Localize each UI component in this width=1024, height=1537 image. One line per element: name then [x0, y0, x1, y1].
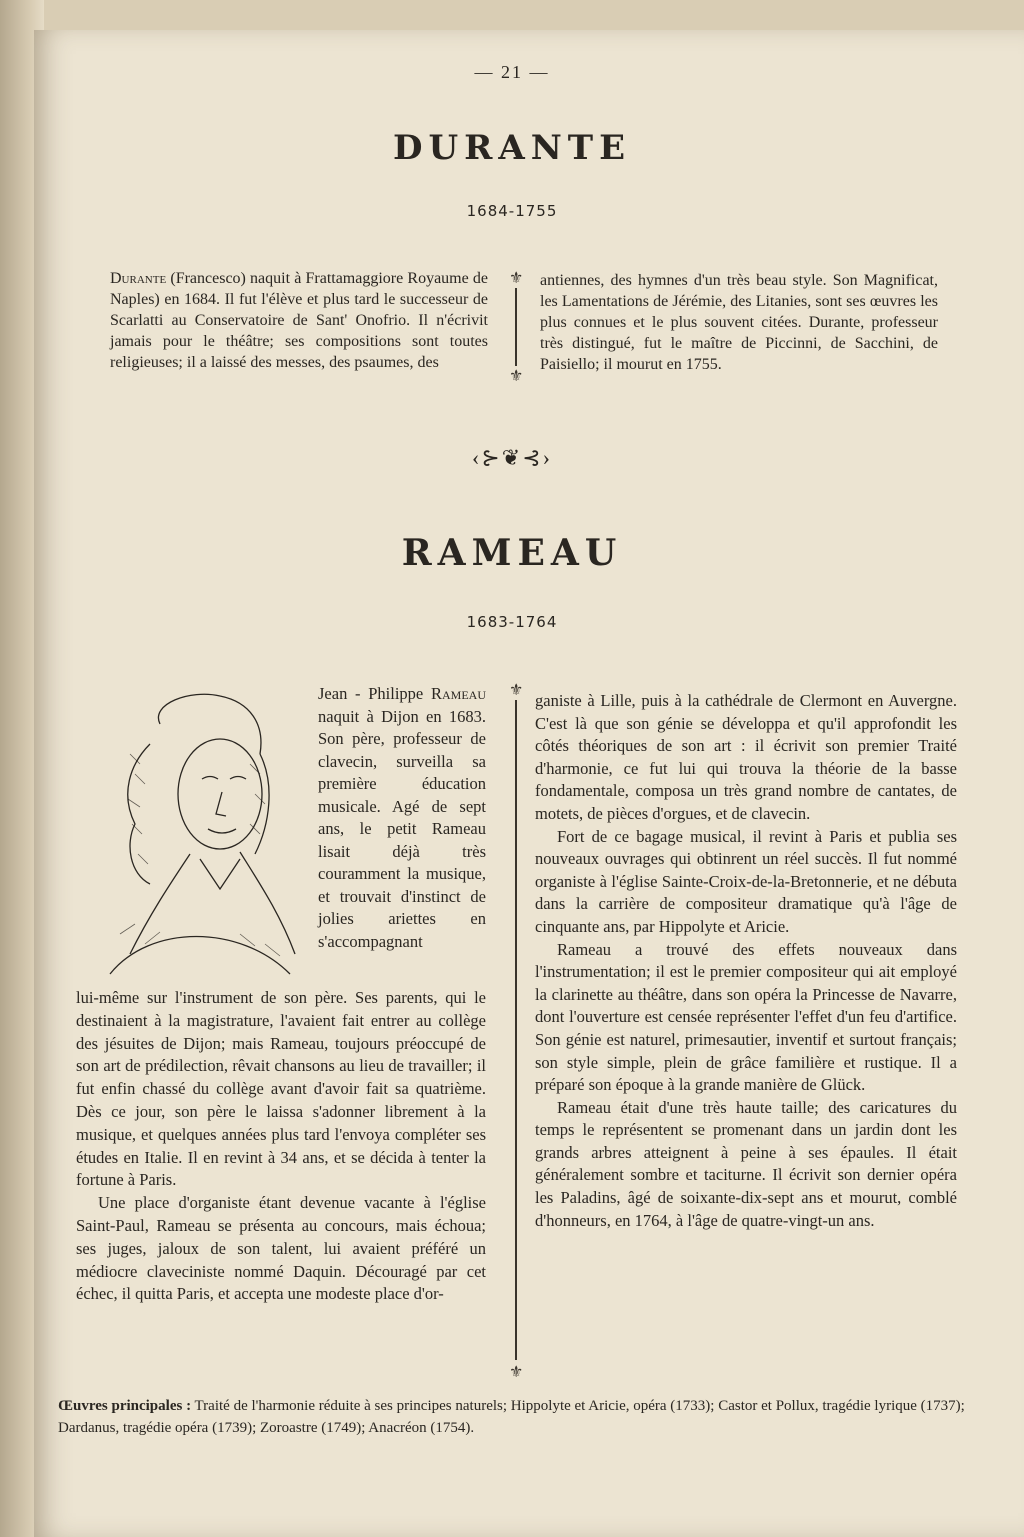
rameau-portrait-engraving	[90, 684, 302, 976]
section-ornament: ‹⊱❦⊰›	[472, 445, 552, 470]
durante-right-column: antiennes, des hymnes d'un très beau style. Son Magnificat, les Lamentations de Jérémie, des Litanies, sont ses œuvres les plus connues et le plus souvent citées. Durante, professeur très distingué, fut le maître de Piccinni, de Sacchini, de Paisiello; il mourut en 1755.	[540, 272, 938, 373]
rameau-dates: 1683-1764	[466, 613, 558, 631]
fleuron-bottom-icon: ⚜	[509, 368, 524, 385]
rameau-intro	[318, 683, 486, 953]
fleuron-top-icon: ⚜	[509, 270, 524, 287]
paragraph: lui-même sur l'instrument de son père. Ses parents, qui le destinaient à la magistrature, l'avaient fait entrer au collège des jésuites de Dijon; mais Rameau, toujours préoccupé de son art de prédilection, rêvait chansons au lieu de travailler; il fut enfin chassé du collège avant d'avoir fait sa quatrième. Dès ce jour, son père le laissa s'adonner librement à la musique, et quelques années plus tard l'envoya compléter ses études en Italie. Il en revint à 34 ans, et se décida à tenter la fortune à Paris.	[76, 988, 486, 1190]
footer-text: Traité de l'harmonie réduite à ses principes naturels; Hippolyte et Aricie, opéra (1733); Castor et Pollux, tragédie lyrique (1737); Dardanus, tragédie opéra (1739); Zoroastre (1749); Anacréon (1754).	[58, 1398, 965, 1436]
principal-works-footer	[58, 1395, 968, 1439]
durante-title: DURANTE	[392, 128, 632, 168]
durante-left-text: (Francesco) naquit à Frattamaggiore Royaume de Naples) en 1684. Il fut l'élève et plus tard le successeur de Scarlatti au Conservatoire de Sant' Onofrio. Il n'écrivit jamais pour le théâtre; ses compositions sont toutes religieuses; il a laissé des messes, des psaumes, des	[110, 270, 489, 371]
durante-dates: 1684-1755	[466, 202, 558, 220]
durante-name-inline: Durante	[110, 270, 167, 287]
paragraph: Rameau a trouvé des effets nouveaux dans l'instrumentation; il est le premier compositeur qui ait employé la clarinette au théâtre, dans son opéra la Princesse de Navarre, dont l'ouverture est censée représenter l'effet d'un feu d'artifice. Son génie est naturel, primesautier, inventif et surtout français; son style simple, plein de grâce familière et rustique. Il a préparé son époque à la grande manière de Glück.	[535, 939, 957, 1095]
fleuron-top-icon: ⚜	[509, 682, 524, 699]
rameau-name-inline: Rameau	[430, 684, 486, 703]
column-divider	[515, 288, 517, 366]
paragraph: Fort de ce bagage musical, il revint à Paris et publia ses nouveaux ouvrages qui obtinrent un réel succès. Il fut nommé organiste à l'église Sainte-Croix-de-la-Bretonnerie, et ne débuta dans la carrière de compositeur dramatique qu'à l'âge de cinquante ans, par Hippolyte et Aricie.	[535, 826, 957, 936]
rameau-right-column	[535, 690, 957, 1232]
footer-label: Œuvres principales :	[58, 1398, 192, 1414]
paragraph: Une place d'organiste étant devenue vacante à l'église Saint-Paul, Rameau se présenta au concours, mais échoua; ses juges, jaloux de son talent, lui avaient préféré un médiocre claveciniste nommé Daquin. Découragé par cet échec, il quitta Paris, et accepta une modeste place d'or-	[76, 1193, 486, 1304]
rameau-title: RAMEAU	[401, 532, 623, 574]
rameau-left-column	[76, 987, 486, 1306]
column-divider	[515, 700, 517, 1360]
rameau-intro-prefix: Jean - Philippe	[318, 684, 424, 703]
fleuron-bottom-icon: ⚜	[509, 1364, 524, 1381]
paragraph: Rameau était d'une très haute taille; des caricatures du temps le représentent se promenant dans un jardin dont les grands arbres atteignent à peine à ses épaules. Il était généralement sombre et taciturne. Il écrivit son dernier opéra les Paladins, âgé de soixante-dix-sept ans et mourut, comblé d'honneurs, en 1764, à l'âge de quatre-vingt-un ans.	[535, 1097, 957, 1230]
page-number: — 21 —	[474, 62, 550, 82]
rameau-intro-text: naquit à Dijon en 1683. Son père, professeur de clavecin, surveilla sa première éducation musicale. Agé de sept ans, le petit Rameau lisait déjà très couramment la musique, et trouvait d'instinct de jolies ariettes en s'accompagnant	[318, 706, 486, 951]
durante-left-column	[110, 268, 488, 373]
paragraph: ganiste à Lille, puis à la cathédrale de Clermont en Auvergne. C'est là que son génie se développa et qu'il approfondit les côtés théoriques de son art : il écrivit son premier Traité d'harmonie, ce fut lui qui trouva la théorie de la basse fondamentale, composa un très grand nombre de cantates, de motets, de pièces d'orgues, et de clavecin.	[535, 691, 957, 823]
